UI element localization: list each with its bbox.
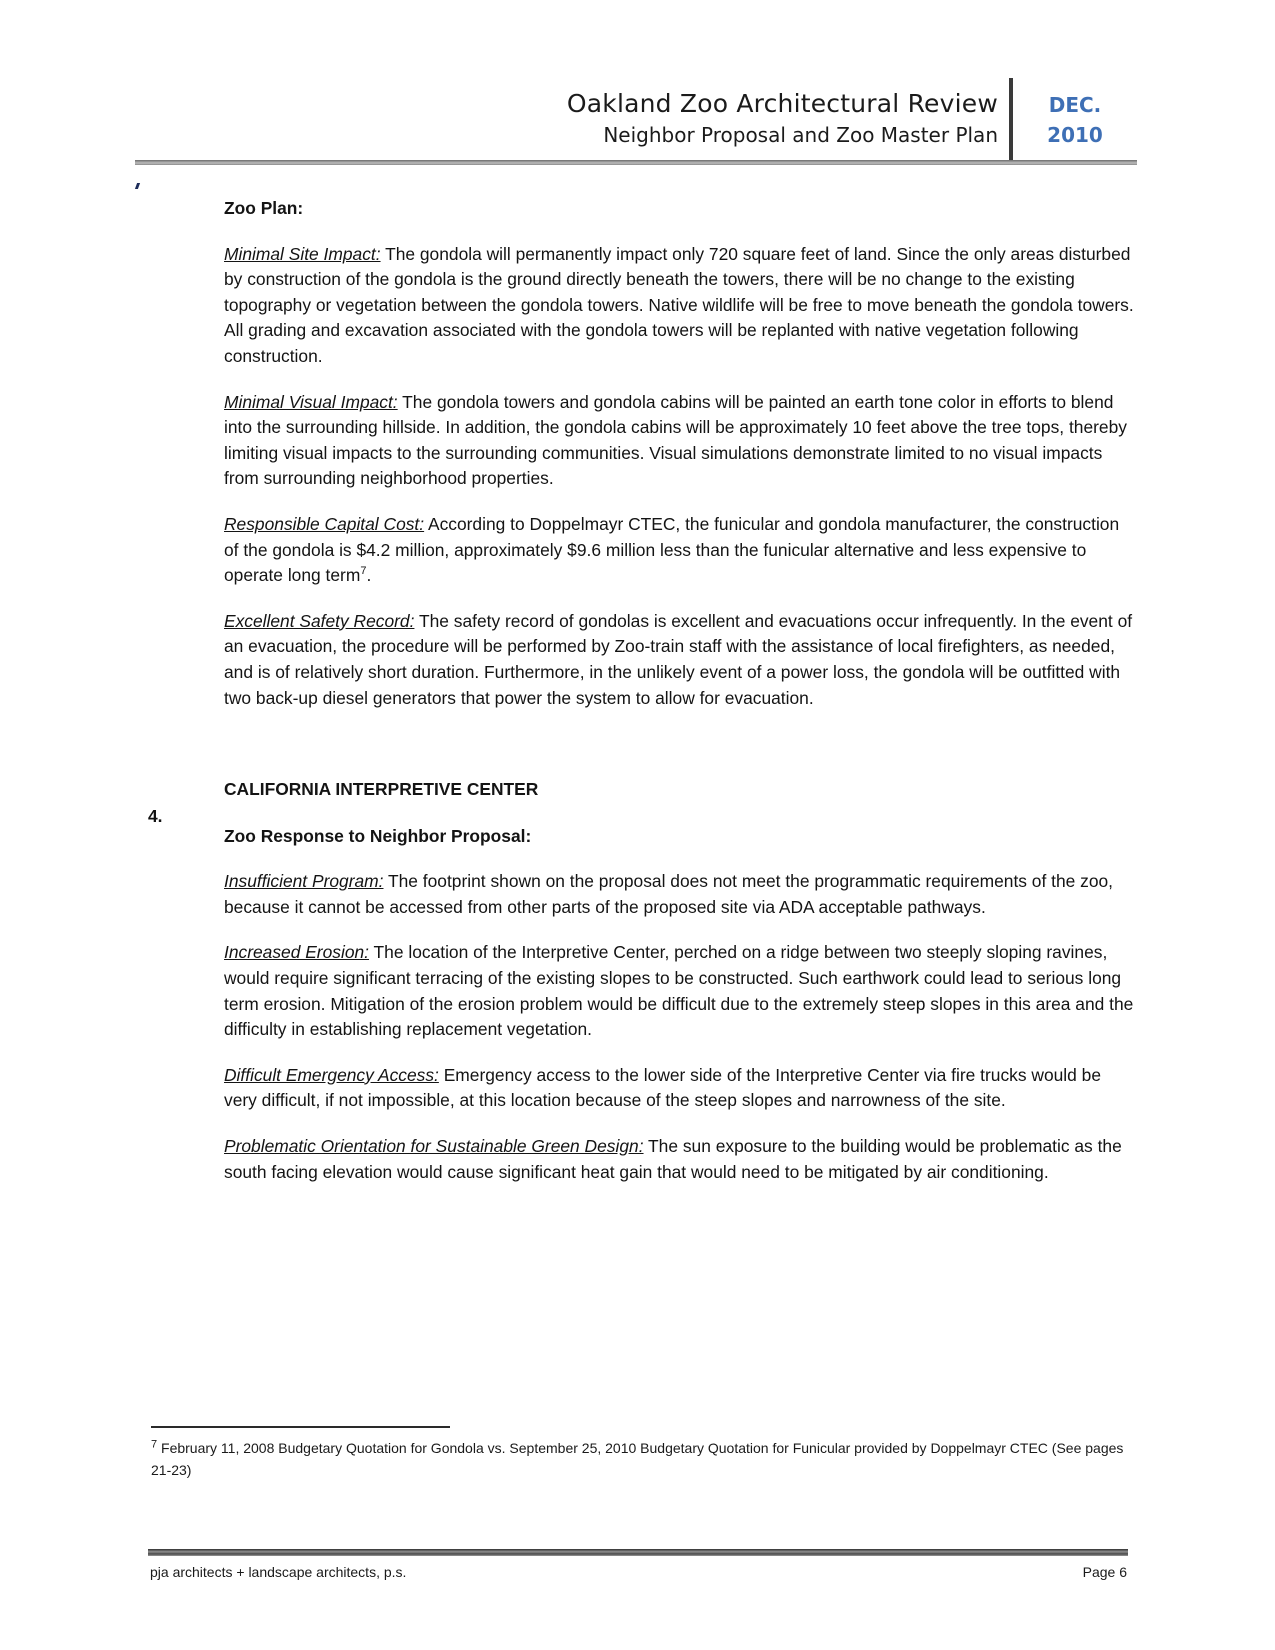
paragraph-text: The location of the Interpretive Center, perched on a ridge between two steeply sloping ravines, would require significant terracing of the existing slopes to be constructed. Such earthwork could lead to serious long term erosion. Mitigation of the erosion problem would be difficult due to the extremely steep slopes in this area and the difficulty in establishing replacement vegetation.: [224, 942, 1134, 1040]
paragraph-difficult-emergency-access: [224, 1063, 1136, 1114]
scan-mark: [135, 183, 140, 189]
paragraph-label: Problematic Orientation for Sustainable Green Design:: [224, 1136, 644, 1157]
section-subheading: Zoo Response to Neighbor Proposal:: [224, 825, 532, 846]
paragraph-label: Minimal Site Impact:: [224, 243, 381, 264]
footnote: [151, 1437, 1141, 1481]
document-title: Oakland Zoo Architectural Review: [566, 89, 998, 118]
paragraph-increased-erosion: [224, 940, 1136, 1042]
paragraph-label: Insufficient Program:: [224, 871, 384, 892]
paragraph-text: According to Doppelmayr CTEC, the funicular and gondola manufacturer, the construction of the gondola is $4.2 million, approximately $9.6 million less than the funicular alternative and less expensive to operate long term: [224, 513, 1120, 586]
header-date: [1030, 90, 1120, 150]
document-subtitle: Neighbor Proposal and Zoo Master Plan: [603, 123, 998, 147]
paragraph-minimal-site-impact: [224, 242, 1136, 370]
footnote-number: 7: [151, 1438, 158, 1451]
header-divider: [1009, 78, 1013, 162]
paragraph-text: The safety record of gondolas is excellent and evacuations occur infrequently. In the event of an evacuation, the procedure will be performed by Zoo-train staff with the assistance of local firefighters, as needed, and is of relatively short duration. Furthermore, in the unlikely event of a power loss, the gondola will be outfitted with two back-up diesel generators that power the system to allow for evacuation.: [224, 610, 1133, 708]
paragraph-label: Responsible Capital Cost:: [224, 513, 425, 534]
paragraph-minimal-visual-impact: [224, 390, 1136, 492]
footnote-rule: [151, 1426, 450, 1428]
page-header: [0, 0, 1275, 170]
paragraph-label: Difficult Emergency Access:: [224, 1064, 439, 1085]
page-number: Page 6: [1082, 1564, 1127, 1580]
paragraph-text: The sun exposure to the building would be problematic as the south facing elevation would cause significant heat gain that would need to be mitigated by air conditioning.: [224, 1136, 1122, 1182]
paragraph-text-end: .: [366, 565, 372, 586]
paragraph-excellent-safety-record: [224, 609, 1136, 711]
zoo-plan-heading: Zoo Plan:: [224, 198, 304, 218]
paragraph-problematic-orientation: [224, 1134, 1136, 1185]
paragraph-label: Excellent Safety Record:: [224, 610, 415, 631]
footnote-text: February 11, 2008 Budgetary Quotation for Gondola vs. September 25, 2010 Budgetary Quotation for Funicular provided by Doppelmayr CTEC (See pages 21-23): [151, 1440, 1124, 1478]
header-titles: [567, 88, 998, 150]
paragraph-responsible-capital-cost: [224, 512, 1136, 589]
date-year: 2010: [1047, 123, 1103, 147]
footer-rule: [148, 1549, 1128, 1556]
date-month: DEC.: [1048, 93, 1102, 117]
paragraph-label: Increased Erosion:: [224, 942, 370, 963]
section-title: CALIFORNIA INTERPRETIVE CENTER: [224, 779, 539, 800]
paragraph-text: Emergency access to the lower side of the Interpretive Center via fire trucks would be very difficult, if not impossible, at this location because of the steep slopes and narrowness of the site.: [224, 1064, 1101, 1111]
section-number: 4.: [148, 806, 163, 826]
footnote-reference: 7: [360, 565, 367, 578]
paragraph-label: Minimal Visual Impact:: [224, 391, 398, 412]
paragraph-text: The footprint shown on the proposal does not meet the programmatic requirements of the zoo, because it cannot be accessed from other parts of the proposed site via ADA acceptable pathways.: [224, 871, 1114, 917]
main-content: [224, 196, 1136, 1185]
footer-firm-name: pja architects + landscape architects, p.s.: [150, 1564, 407, 1580]
header-rule: [135, 160, 1137, 165]
paragraph-text: The gondola towers and gondola cabins will be painted an earth tone color in efforts to blend into the surrounding hillside. In addition, the gondola cabins will be approximately 10 feet above the tree tops, thereby limiting visual impacts to the surrounding communities. Visual simulations demonstrate limited to no visual impacts from surrounding neighborhood properties.: [224, 391, 1127, 489]
paragraph-text: The gondola will permanently impact only 720 square feet of land. Since the only areas disturbed by construction of the gondola is the ground directly beneath the towers, there will be no change to the existing topography or vegetation between the gondola towers. Native wildlife will be free to move beneath the gondola towers. All grading and excavation associated with the gondola towers will be replanted with native vegetation following construction.: [224, 243, 1134, 366]
paragraph-insufficient-program: [224, 869, 1136, 920]
